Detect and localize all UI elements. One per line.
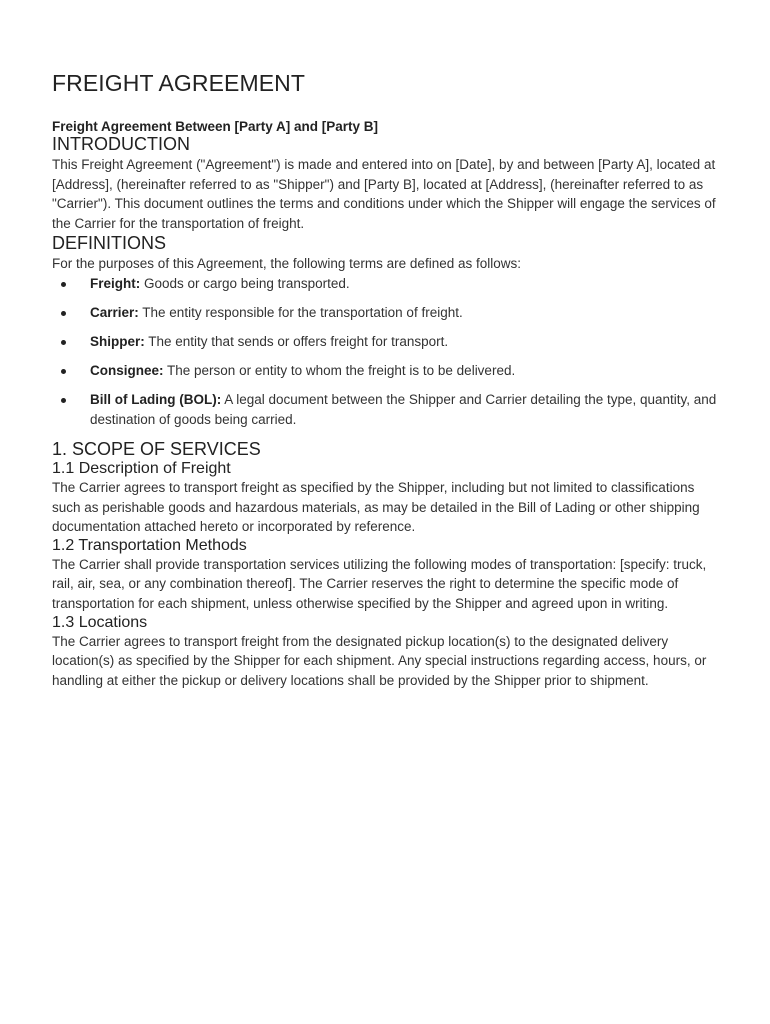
definition-text: A legal document between the Shipper and Carrier detailing the type, quantity, and destination of goods being carried. [90, 392, 717, 427]
definition-item-bill-of-lading [52, 390, 720, 429]
scope-heading: 1. SCOPE OF SERVICES [52, 439, 261, 460]
section-1-3-text: The Carrier agrees to transport freight from the designated pickup location(s) to the designated delivery location(s) as specified by the Shipper for each shipment. Any special instructions regarding access, hours, or handling at either the pickup or delivery locations shall be provided by the Shipper prior to shipment. [52, 633, 707, 688]
definition-term: Consignee: [90, 363, 164, 379]
bullet-icon [61, 311, 66, 316]
introduction-heading: INTRODUCTION [52, 134, 190, 154]
bullet-icon [61, 282, 66, 287]
definition-term: Shipper: [90, 334, 145, 350]
definitions-intro: For the purposes of this Agreement, the following terms are defined as follows: [52, 256, 521, 272]
bullet-icon [61, 398, 66, 403]
definition-item-carrier [52, 303, 720, 323]
definition-term: Carrier: [90, 305, 139, 321]
definitions-heading: DEFINITIONS [52, 233, 167, 254]
definition-term: Bill of Lading (BOL): [90, 392, 222, 408]
introduction-text: This Freight Agreement ("Agreement") is made and entered into on [Date], by and between [Party A], located at [Address], (hereinafter referred to as "Shipper") and [Party B], located at [Address], (hereinafter referred to as "Carrier"). This document outlines the terms and conditions under which the Shipper will engage the services of the Carrier for the transportation of freight. [52, 157, 716, 231]
bullet-icon [61, 340, 66, 345]
definition-term: Freight: [90, 275, 141, 291]
definition-item-freight [52, 274, 720, 294]
section-1-3-heading: 1.3 Locations [52, 613, 148, 631]
document-subtitle: Freight Agreement Between [Party A] and [Party B] [52, 119, 379, 134]
definition-text: The entity responsible for the transportation of freight. [138, 305, 463, 321]
definition-item-consignee [52, 361, 720, 381]
definition-item-shipper [52, 332, 720, 352]
section-1-1-heading: 1.1 Description of Freight [52, 460, 231, 478]
bullet-icon [61, 369, 66, 374]
document-title: FREIGHT AGREEMENT [52, 70, 306, 96]
definition-text: The person or entity to whom the freight is to be delivered. [163, 363, 516, 379]
section-1-2-text: The Carrier shall provide transportation services utilizing the following modes of transportation: [specify: truck, rail, air, sea, or any combination thereof]. The Carrier reserves the right to determine the specific mode of transportation for each shipment, unless otherwise specified by the Shipper and agreed upon in writing. [52, 556, 707, 611]
definition-text: The entity that sends or offers freight for transport. [144, 334, 449, 350]
section-1-2-heading: 1.2 Transportation Methods [52, 536, 247, 554]
section-1-1-text: The Carrier agrees to transport freight as specified by the Shipper, including but not limited to classifications such as perishable goods and hazardous materials, as may be detailed in the Bill of Lading or other shipping documentation attached hereto or incorporated by reference. [52, 480, 700, 535]
definitions-list [52, 274, 720, 430]
definition-text: Goods or cargo being transported. [140, 275, 350, 291]
